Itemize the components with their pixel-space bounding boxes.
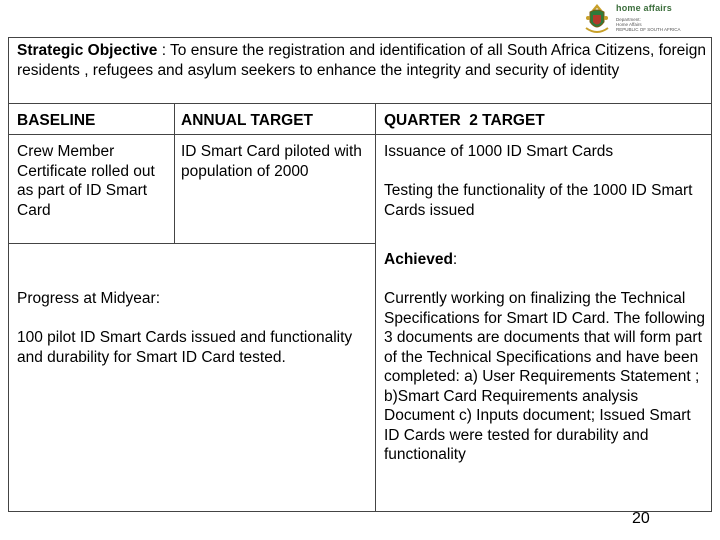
column-divider-2 — [375, 103, 376, 511]
row-divider-1 — [8, 103, 712, 104]
strategic-objective-label: Strategic Objective — [17, 42, 158, 59]
annual-target-value: ID Smart Card piloted with population of 2000 — [181, 143, 362, 180]
achieved-colon: : — [452, 251, 458, 268]
quarter-target-testing: Testing the functionality of the 1000 ID Smart Cards issued — [384, 182, 693, 219]
brand-line-2: Home Affairs — [616, 22, 642, 27]
department-logo — [572, 0, 712, 38]
baseline-value: Crew Member Certificate rolled out as part of ID Smart Card — [17, 143, 155, 219]
header-quarter-target: QUARTER 2 TARGET — [384, 112, 545, 129]
page-number: 20 — [632, 510, 650, 527]
quarter-target-issuance: Issuance of 1000 ID Smart Cards — [384, 143, 614, 160]
row-divider-3 — [8, 243, 376, 244]
brand-line-1: Department: — [616, 17, 641, 22]
brand-name: home affairs — [616, 3, 672, 13]
strategic-objective — [17, 41, 707, 80]
column-divider-1 — [174, 103, 175, 244]
row-divider-2 — [8, 134, 712, 135]
coat-of-arms-icon — [582, 2, 612, 36]
achieved-text: Currently working on finalizing the Technical Specifications for Smart ID Card. The following 3 documents are documents that will form part of the Technical Specifications and have been completed: a) User Requirements Statement ; b)Smart Card Requirements analysis Document c) Inputs document; Issued Smart ID Cards were tested for durability and functionality — [384, 290, 706, 463]
progress-text: 100 pilot ID Smart Cards issued and functionality and durability for Smart ID Card tested. — [17, 329, 353, 366]
strategic-objective-text: : To ensure the registration and identification of all South Africa Citizens, foreign residents , refugees and asylum seekers to enhance the integrity and security of identity — [17, 42, 706, 79]
progress-label: Progress at Midyear: — [17, 290, 160, 307]
achieved-heading — [384, 250, 457, 270]
brand-line-3: REPUBLIC OF SOUTH AFRICA — [616, 27, 681, 32]
header-annual-target: ANNUAL TARGET — [181, 112, 314, 129]
achieved-label: Achieved — [384, 251, 453, 268]
header-baseline: BASELINE — [17, 112, 96, 129]
